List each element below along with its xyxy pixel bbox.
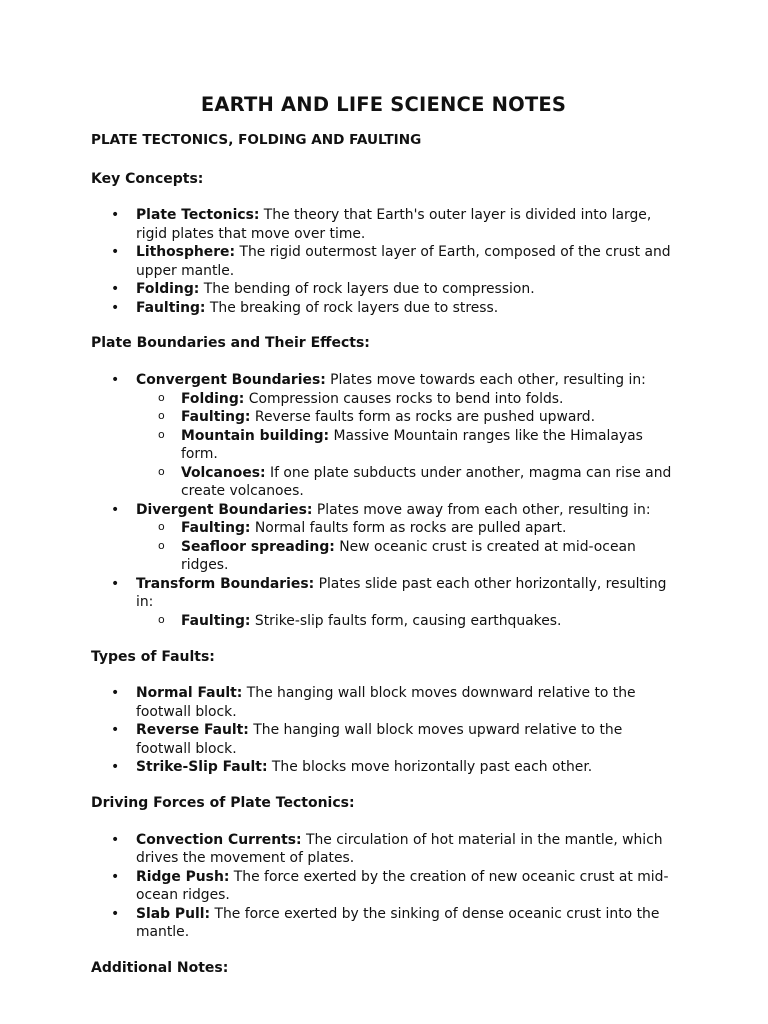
term: Transform Boundaries: <box>136 575 315 592</box>
section-heading-driving-forces: Driving Forces of Plate Tectonics: <box>91 794 355 811</box>
sub-list-item <box>136 612 676 631</box>
definition: The circulation of hot material in the mantle, which drives the movement of plates. <box>136 831 663 866</box>
list-item <box>91 758 676 777</box>
sub-list-item <box>136 464 676 501</box>
term: Slab Pull: <box>136 905 211 922</box>
term: Seafloor spreading: <box>181 538 335 555</box>
list-item <box>91 684 676 721</box>
definition: Plates move towards each other, resulting in: <box>325 372 646 388</box>
list-item <box>91 206 676 243</box>
key-concepts-list <box>91 206 676 317</box>
term: Mountain building: <box>181 427 330 444</box>
definition: The rigid outermost layer of Earth, composed of the crust and upper mantle. <box>136 244 671 279</box>
document-title: EARTH AND LIFE SCIENCE NOTES <box>200 93 567 116</box>
definition: If one plate subducts under another, magma can rise and create volcanoes. <box>181 464 672 499</box>
term: Faulting: <box>181 612 251 629</box>
definition: The force exerted by the creation of new oceanic crust at mid-ocean ridges. <box>136 868 669 903</box>
sub-list <box>136 390 676 501</box>
plate-boundaries-list <box>91 371 676 630</box>
sub-list-item <box>136 538 676 575</box>
sub-list <box>136 612 676 631</box>
list-item <box>91 721 676 758</box>
list-item <box>91 905 676 942</box>
document-subtitle: PLATE TECTONICS, FOLDING AND FAULTING <box>91 132 422 148</box>
sub-list-item <box>136 390 676 409</box>
term: Normal Fault: <box>136 685 243 701</box>
definition: Compression causes rocks to bend into folds. <box>244 390 564 407</box>
definition: The force exerted by the sinking of dense oceanic crust into the mantle. <box>136 905 660 940</box>
list-item <box>91 280 676 299</box>
term: Faulting: <box>136 299 206 316</box>
list-item <box>91 868 676 905</box>
term: Reverse Fault: <box>136 722 249 738</box>
section-heading-types-of-faults: Types of Faults: <box>91 649 215 665</box>
definition: Plates move away from each other, resulting in: <box>312 501 651 518</box>
definition: The theory that Earth's outer layer is divided into large, rigid plates that move over time. <box>136 207 652 242</box>
definition: The breaking of rock layers due to stress. <box>205 299 499 316</box>
driving-forces-list <box>91 831 676 942</box>
sub-list <box>136 519 676 575</box>
definition: The blocks move horizontally past each other. <box>267 759 593 775</box>
definition: Massive Mountain ranges like the Himalayas form. <box>181 427 643 462</box>
list-item <box>91 831 676 868</box>
definition: Normal faults form as rocks are pulled apart. <box>250 520 567 536</box>
term: Strike-Slip Fault: <box>136 759 268 775</box>
term: Plate Tectonics: <box>136 207 260 223</box>
term: Convergent Boundaries: <box>136 372 326 388</box>
definition: The bending of rock layers due to compression. <box>199 281 535 297</box>
list-item <box>91 299 676 318</box>
list-item <box>91 575 676 631</box>
section-heading-plate-boundaries: Plate Boundaries and Their Effects: <box>91 335 370 351</box>
term: Convection Currents: <box>136 831 302 848</box>
term: Faulting: <box>181 409 251 425</box>
section-heading-additional-notes: Additional Notes: <box>91 959 229 976</box>
term: Folding: <box>136 281 200 297</box>
list-item <box>91 243 676 280</box>
sub-list-item <box>136 519 676 538</box>
section-heading-key-concepts: Key Concepts: <box>91 171 204 187</box>
definition: Strike-slip faults form, causing earthquakes. <box>250 612 562 629</box>
sub-list-item <box>136 427 676 464</box>
list-item <box>91 371 676 501</box>
definition: New oceanic crust is created at mid-ocean ridges. <box>181 538 636 573</box>
types-of-faults-list <box>91 684 676 777</box>
term: Divergent Boundaries: <box>136 501 313 518</box>
term: Folding: <box>181 390 245 407</box>
list-item <box>91 501 676 575</box>
sub-list-item <box>136 408 676 427</box>
term: Faulting: <box>181 520 251 536</box>
definition: The hanging wall block moves downward relative to the footwall block. <box>136 685 636 720</box>
term: Volcanoes: <box>181 464 266 481</box>
definition: Reverse faults form as rocks are pushed upward. <box>250 409 596 425</box>
term: Lithosphere: <box>136 244 236 260</box>
term: Ridge Push: <box>136 868 230 885</box>
definition: The hanging wall block moves upward relative to the footwall block. <box>136 722 623 757</box>
definition: Plates slide past each other horizontally, resulting in: <box>136 575 667 610</box>
